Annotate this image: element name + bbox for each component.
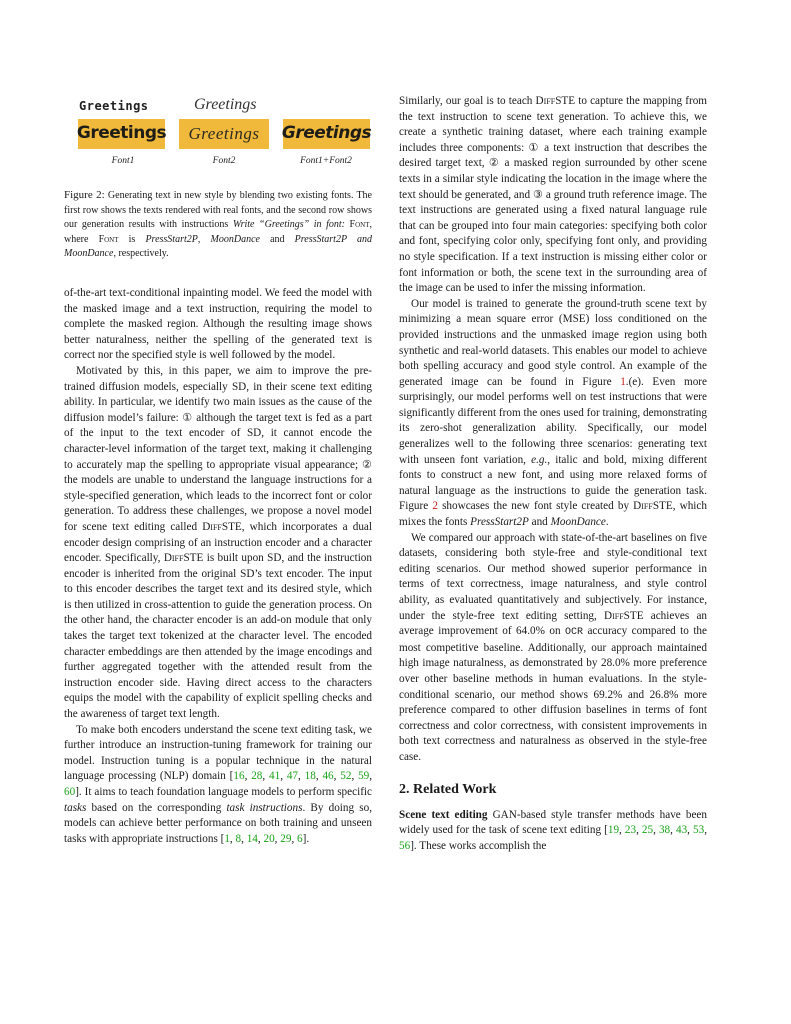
paragraph: Our model is trained to generate the ground-truth scene text by minimizing a mean square error (MSE) loss conditioned on the provided instructions and the unmasked image region using both synthetic and real-world datasets. This enables our model to achieve both spelling accuracy and good style control. An example of the generated image can be found in Figure 1.(e). Even more surprisingly, our model performs well on test instructions that were significantly different from the ones used for training, demonstrating its zero-shot generalization ability. Specifically, our model generalizes well to the following three scenarios: generating text with unseen font variation, e.g., italic and bold, mixing different fonts to construct a new font, and using more relaxed forms of natural language as the instructions to guide the generation task. Figure 2 showcases the new font style created by DiffSTE, which mixes the fonts PressStart2P and MoonDance. <box>399 297 707 529</box>
citation-link[interactable]: 6 <box>297 832 303 845</box>
paragraph: Scene text editing GAN-based style transfer methods have been widely used for the task of scene text editing [19, 23, 25, 38, 43, 53, 56]. These works accomplish the <box>399 808 707 852</box>
citation-link[interactable]: 46 <box>322 770 334 783</box>
real-font-sample-1: Greetings <box>79 99 149 113</box>
citation-link[interactable]: 28 <box>251 770 263 783</box>
citation-link[interactable]: 18 <box>304 770 316 783</box>
citation-link[interactable]: 1 <box>224 832 230 845</box>
paragraph: Motivated by this, in this paper, we aim to improve the pre-trained diffusion models, especially SD, in their scene text editing ability. In particular, we identify two main issues as the cause of the diffusion model’s failure: ① although the target text is fed as a part of the input to the text encoder of SD, it cannot encode the character-level information of the target text, making it challenging to accurately map the spelling to appropriate visual appearance; ② the models are unable to understand the language instructions for a style-specified generation, which leads to the incorrect font or color generation. To address these challenges, we propose a novel model for scene text editing called DiffSTE, which incorporates a dual encoder design comprising of an instruction encoder and a character encoder. Specifically, DiffSTE is built upon SD, and the instruction encoder is inherited from the original SD’s text encoder. The input to this encoder describes the target text and its desired style, which is then utilized in cross-attention to guide the generation process. On the other hand, the character encoder is an add-on module that only takes the target text tokenized at the character level. The encoded character embeddings are then attended by the image encodings and further aggregated together with the attended result from the instruction encoder side. Having direct access to the characters equips the model with the capability of explicit spelling checks and the awareness of target text length. <box>64 364 372 721</box>
citation-link[interactable]: 29 <box>280 832 292 845</box>
figure-real-font-row <box>64 94 372 116</box>
model-name: DiffSTE <box>163 552 204 565</box>
left-column <box>64 94 372 847</box>
paragraph-run-in-heading: Scene text editing <box>399 808 488 821</box>
figure-reference-link[interactable]: 1 <box>620 375 626 388</box>
paragraph: We compared our approach with state-of-the-art baselines on five datasets, considering both style-free and style-conditional text editing scenarios. Our method showed superior performance in terms of text correctness, image naturalness, and style control ability, as evaluated quantitatively and subjectively. For instance, under the style-free text editing setting, DiffSTE achieves an average improvement of 64.0% on OCR accuracy compared to the most competitive baseline. Additionally, our approach maintained high image naturalness, as demonstrated by 28.0% more preference over other baseline methods in human evaluations. In the style-conditional scenario, our method shows 69.2% and 26.8% more preference compared to other diffusion baselines in terms of font correctness and color correctness, with consistent improvements in both text correctness and naturalness as observed in the style-free case. <box>399 531 708 763</box>
figure-reference-link[interactable]: 2 <box>432 500 438 513</box>
citation-link[interactable]: 20 <box>263 832 275 845</box>
generated-sample-box-1 <box>78 119 165 149</box>
citation-link[interactable]: 52 <box>340 770 352 783</box>
citation-link[interactable]: 41 <box>269 770 281 783</box>
paragraph: Similarly, our goal is to teach DiffSTE to capture the mapping from the text instruction to scene text generation. To achieve this, we create a synthetic training dataset, where each training example includes three components: ① a text instruction that describes the desired target text, ② a masked region surrounded by other scene texts in a similar style indicating the location in the image where the text should be generated, and ③ a ground truth reference image. The text instructions are generated using a fixed natural language rule that can be grouped into four main categories: specifying both color and font, specifying color only, specifying font only, and providing no style specification. If a text instruction is missing either color or font information or both, the scene text in the surrounding area of the image can be used to infer the missing information. <box>399 95 708 295</box>
citation-link[interactable]: 43 <box>675 824 688 837</box>
generated-sample-box-3 <box>283 119 370 149</box>
citation-link[interactable]: 60 <box>64 786 76 798</box>
real-font-sample-2: Greetings <box>194 96 257 113</box>
citation-link[interactable]: 14 <box>246 832 258 845</box>
citation-link[interactable]: 56 <box>399 839 411 852</box>
citation-link[interactable]: 8 <box>235 832 242 845</box>
figure-2 <box>64 94 373 260</box>
generated-sample-box-2 <box>179 119 269 149</box>
model-name: DiffSTE <box>604 609 644 622</box>
model-name: DiffSTE <box>202 520 242 533</box>
figure-label-font1-font2: Font1+Font2 <box>300 156 352 166</box>
citation-link[interactable]: 19 <box>607 824 620 837</box>
generated-sample-1: Greetings <box>76 123 167 144</box>
citation-link[interactable]: 38 <box>658 824 671 837</box>
model-name: DiffSTE <box>535 95 576 107</box>
left-body-text <box>64 286 372 847</box>
paragraph: of-the-art text-conditional inpainting model. We feed the model with the masked image and a text instruction, requiring the model to complete the masked region. Although the resulting image shows better naturalness, neither the spelling of the generated text is correct nor the specified style is well followed by the model. <box>64 287 372 362</box>
citation-link[interactable]: 59 <box>358 770 370 783</box>
figure-caption: Figure 2: Generating text in new style by blending two existing fonts. The first row shows the texts rendered with real fonts, and the second row shows our generation results with instructions Write “Greetings” in font: Font, where Font is PressStart2P, MoonDance and PressStart2P and MoonDance, respectively. <box>64 189 373 260</box>
citation-link[interactable]: 25 <box>641 824 654 837</box>
figure-label-font1: Font1 <box>111 156 135 166</box>
figure-label-font2: Font2 <box>212 156 236 166</box>
section-heading: 2. Related Work <box>399 781 497 797</box>
citation-link[interactable]: 53 <box>693 824 705 837</box>
figure-labels <box>78 154 370 168</box>
caption-label: Figure 2: <box>64 189 105 201</box>
citation-link[interactable]: 47 <box>286 770 298 783</box>
right-column <box>399 94 707 854</box>
citation-link[interactable]: 23 <box>624 824 637 837</box>
figure-generated-row <box>78 119 370 151</box>
generated-sample-3: Greetings <box>281 123 372 144</box>
paragraph: To make both encoders understand the scene text editing task, we further introduce an instruction-tuning framework for training our model. Instruction tuning is a popular technique in the natural language processing (NLP) domain [16, 28, 41, 47, 18, 46, 52, 59, 60]. It aims to teach foundation language models to perform specific tasks based on the corresponding task instructions. By doing so, models can achieve better performance on both training and unseen tasks with appropriate instructions [1, 8, 14, 20, 29, 6]. <box>64 723 373 845</box>
generated-sample-2: Greetings <box>188 124 260 144</box>
model-name: DiffSTE <box>633 500 673 513</box>
citation-link[interactable]: 16 <box>233 770 245 783</box>
